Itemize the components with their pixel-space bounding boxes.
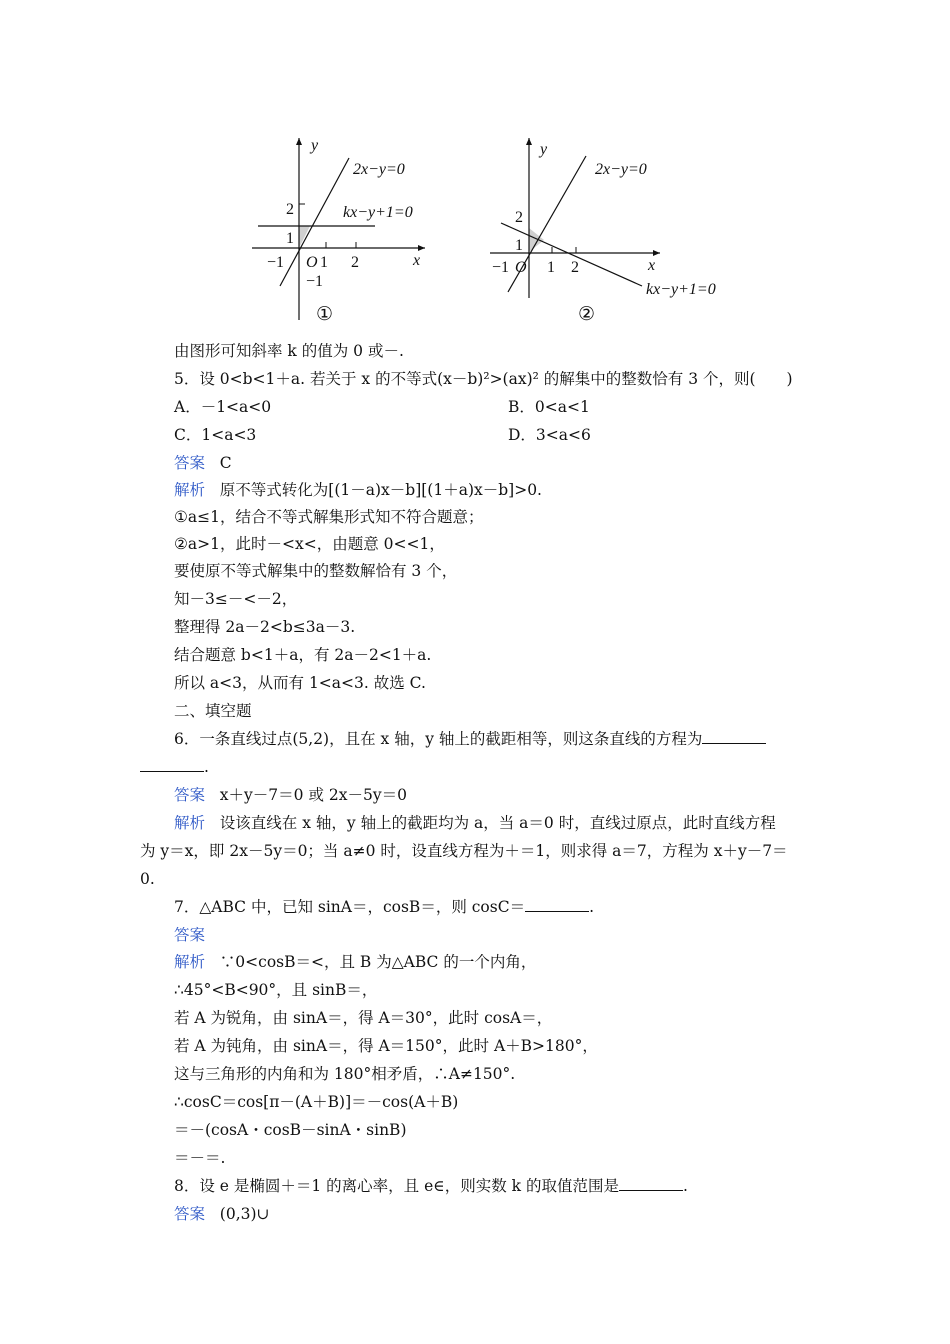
sol7-step-4: 若 A 为钝角，由 sinA＝，得 A＝150°，此时 A＋B>180°， (174, 1037, 598, 1055)
fig1-tick-2-x: 2 (351, 254, 359, 271)
answer-blank (525, 897, 589, 912)
sol5-step-5: 整理得 2a－2<b≤3a－3. (174, 618, 356, 636)
question-6-text: 6．一条直线过点(5,2)，且在 x 轴，y 轴上的截距相等，则这条直线的方程为 (174, 730, 703, 748)
sol5-step-7: 所以 a<3，从而有 1<a<3. 故选 C. (174, 674, 426, 692)
solution-7-text: ∵0<cosB＝<，且 B 为△ABC 的一个内角， (219, 953, 537, 971)
sol5-case-1: ①a≤1，结合不等式解集形式知不符合题意； (174, 508, 484, 526)
fig1-origin: O (306, 254, 318, 271)
choice-b: B．0<a<1 (508, 398, 590, 416)
answer-tag: 答案 (174, 454, 206, 472)
answer-tag: 答案 (174, 1205, 206, 1223)
solution-6 (0, 813, 950, 833)
fig1-tick-neg1-y: −1 (306, 273, 324, 290)
fig2-caption: ② (578, 304, 596, 325)
solution-5-text: 原不等式转化为[(1－a)x－b][(1＋a)x－b]>0. (219, 481, 542, 499)
figure-pair (240, 122, 745, 337)
shaded-region-2 (529, 228, 544, 252)
choice-a: A．－1<a<0 (174, 398, 272, 416)
sol7-step-8: ＝－＝. (174, 1149, 226, 1167)
sol7-step-5: 这与三角形的内角和为 180°相矛盾，∴A≠150°. (174, 1065, 516, 1083)
fig2-tick-2: 2 (515, 209, 523, 226)
figure-1 (252, 137, 425, 325)
answer-7 (0, 925, 950, 945)
answer-5-value: C (219, 454, 232, 472)
fig2-tick-1-x: 1 (547, 259, 555, 276)
fig1-x-label: x (413, 252, 421, 269)
question-7: 7．△ABC 中，已知 sinA＝，cosB＝，则 cosC＝ . (174, 898, 595, 916)
question-8: 8．设 e 是椭圆＋＝1 的离心率，且 e∈，则实数 k 的取值范围是 . (174, 1177, 688, 1195)
sol7-step-7: ＝－(cosA・cosB－sinA・sinB) (174, 1121, 407, 1139)
fig2-line2-label: kx−y+1=0 (646, 281, 716, 298)
answer-tag: 答案 (174, 926, 206, 944)
fig1-tick-1-x: 1 (320, 254, 328, 271)
sol5-case-2: ②a>1，此时－<x<，由题意 0<<1， (174, 535, 445, 553)
fig1-y-label: y (311, 137, 319, 154)
sol5-step-4: 知－3≤－<－2， (174, 590, 298, 608)
sol5-step-3: 要使原不等式解集中的整数解恰有 3 个， (174, 562, 458, 580)
question-7-text: 7．△ABC 中，已知 sinA＝，cosB＝，则 cosC＝ (174, 898, 526, 916)
solution-tag: 解析 (174, 814, 206, 832)
fig1-line1-label: 2x−y=0 (353, 161, 405, 178)
fig1-tick-1: 1 (286, 230, 294, 247)
question-5: 5．设 0<b<1＋a. 若关于 x 的不等式(x－b)²>(ax)² 的解集中的整数恰有 3 个，则( ) (174, 370, 793, 388)
fig2-tick-1: 1 (515, 237, 523, 254)
fig1-line2-label: kx−y+1=0 (343, 204, 413, 221)
answer-tag: 答案 (174, 786, 206, 804)
line2-k (501, 223, 642, 286)
answer-6-value: x＋y－7＝0 或 2x－5y＝0 (219, 786, 407, 804)
fig1-caption: ① (316, 304, 334, 325)
answer-8 (0, 1204, 950, 1224)
question-6 (0, 729, 950, 749)
section-heading-fill-blank: 二、填空题 (174, 702, 252, 720)
shaded-region (299, 226, 310, 248)
fig1-tick-2: 2 (286, 201, 294, 218)
coordinate-figures (240, 122, 745, 337)
sol7-step-6: ∴cosC＝cos[π－(A＋B)]＝－cos(A＋B) (174, 1093, 459, 1111)
fig1-tick-neg1-x: −1 (267, 254, 285, 271)
sol5-step-6: 结合题意 b<1＋a，有 2a－2<1＋a. (174, 646, 432, 664)
solution-tag: 解析 (174, 953, 206, 971)
solution-tag: 解析 (174, 481, 206, 499)
fig2-tick-neg1-x: −1 (492, 259, 510, 276)
answer-blank (140, 757, 204, 772)
solution-5 (0, 480, 950, 500)
fig2-y-label: y (540, 141, 548, 158)
answer-6 (0, 785, 950, 805)
question-6-cont: . (0, 757, 950, 777)
answer-blank (619, 1176, 683, 1191)
answer-5 (0, 453, 950, 473)
figure-2 (490, 138, 716, 325)
sol7-step-3: 若 A 为锐角，由 sinA＝，得 A＝30°，此时 cosA＝， (174, 1009, 553, 1027)
fig2-line1-label: 2x−y=0 (595, 161, 647, 178)
fig2-origin: O (515, 259, 527, 276)
question-8-text: 8．设 e 是椭圆＋＝1 的离心率，且 e∈，则实数 k 的取值范围是 (174, 1177, 619, 1195)
slope-conclusion: 由图形可知斜率 k 的值为 0 或－. (174, 342, 404, 360)
answer-blank (702, 729, 766, 744)
solution-6-text: 设该直线在 x 轴，y 轴上的截距均为 a，当 a＝0 时，直线过原点，此时直线方程 (219, 814, 776, 832)
solution-6-line-2: 为 y＝x，即 2x－5y＝0；当 a≠0 时，设直线方程为＋＝1，则求得 a＝7，方程为 x＋y－7＝ (140, 842, 788, 860)
fig2-x-label: x (648, 257, 656, 274)
solution-7 (0, 952, 950, 972)
solution-6-line-3: 0. (140, 870, 155, 888)
choice-d: D．3<a<6 (508, 426, 591, 444)
fig2-tick-2-x: 2 (571, 259, 579, 276)
answer-8-value: (0,3)∪ (219, 1205, 270, 1223)
sol7-step-2: ∴45°<B<90°，且 sinB＝， (174, 981, 378, 999)
choice-c: C．1<a<3 (174, 426, 257, 444)
